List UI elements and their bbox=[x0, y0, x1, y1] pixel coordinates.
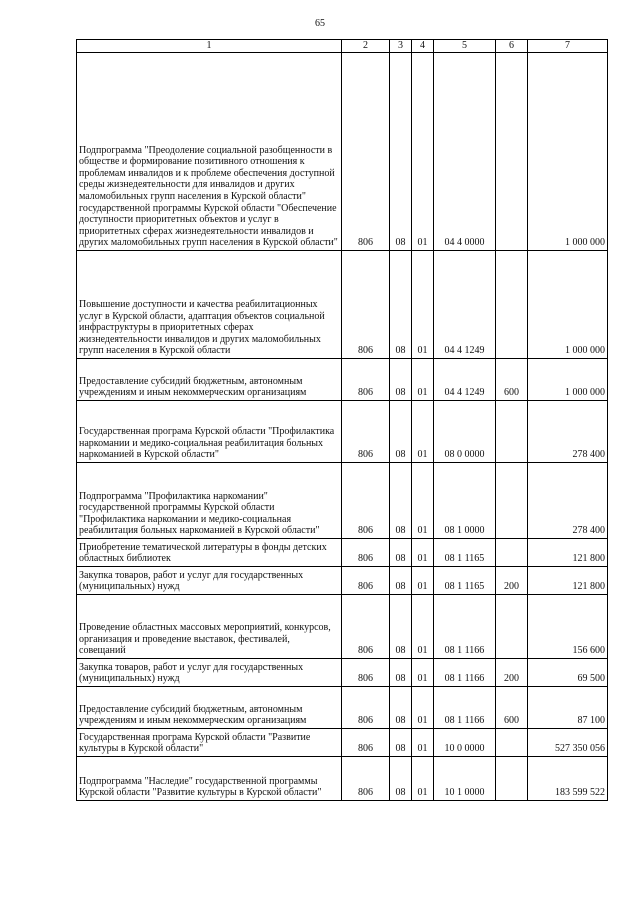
row-amount: 1 000 000 bbox=[528, 359, 608, 401]
row-code-3: 08 bbox=[390, 729, 412, 757]
row-code-5: 08 1 0000 bbox=[434, 463, 496, 539]
table-row bbox=[77, 595, 608, 659]
row-code-4: 01 bbox=[412, 401, 434, 463]
row-code-6 bbox=[496, 539, 528, 567]
row-code-2: 806 bbox=[342, 539, 390, 567]
row-code-2: 806 bbox=[342, 659, 390, 687]
column-header: 7 bbox=[528, 40, 608, 53]
row-name: Государственная програма Курской области "Профилактика наркомании и медико-социальная реабилитация больных наркоманией в Курской области" bbox=[77, 401, 342, 463]
row-code-2: 806 bbox=[342, 595, 390, 659]
row-code-2: 806 bbox=[342, 729, 390, 757]
row-name: Закупка товаров, работ и услуг для государственных (муниципальных) нужд bbox=[77, 659, 342, 687]
row-code-4: 01 bbox=[412, 729, 434, 757]
row-code-2: 806 bbox=[342, 567, 390, 595]
table-row bbox=[77, 729, 608, 757]
row-name: Подпрограмма "Преодоление социальной разобщенности в обществе и формирование позитивного отношения к проблемам инвалидов и к проблеме обеспечения доступной среды жизнедеятельности для инвалидов и других маломобильных групп населения в Курской области" государственной программы Курской области "Обеспечение доступности приоритетных объектов и услуг в приоритетных сферах жизнедеятельности инвалидов и других маломобильных групп населения в Курской области" bbox=[77, 53, 342, 251]
table-row bbox=[77, 463, 608, 539]
row-name: Приобретение тематической литературы в фонды детских областных библиотек bbox=[77, 539, 342, 567]
row-code-4: 01 bbox=[412, 687, 434, 729]
row-amount: 121 800 bbox=[528, 567, 608, 595]
row-code-3: 08 bbox=[390, 567, 412, 595]
page-number: 65 bbox=[315, 18, 325, 29]
row-code-5: 08 1 1165 bbox=[434, 567, 496, 595]
column-header: 2 bbox=[342, 40, 390, 53]
table-row bbox=[77, 539, 608, 567]
row-code-3: 08 bbox=[390, 687, 412, 729]
column-header: 1 bbox=[77, 40, 342, 53]
row-code-3: 08 bbox=[390, 539, 412, 567]
table-row bbox=[77, 567, 608, 595]
budget-table bbox=[76, 39, 608, 801]
row-name: Государственная програма Курской области "Развитие культуры в Курской области" bbox=[77, 729, 342, 757]
row-code-5: 04 4 1249 bbox=[434, 359, 496, 401]
row-amount: 69 500 bbox=[528, 659, 608, 687]
row-name: Закупка товаров, работ и услуг для государственных (муниципальных) нужд bbox=[77, 567, 342, 595]
row-code-5: 10 0 0000 bbox=[434, 729, 496, 757]
row-code-5: 08 1 1166 bbox=[434, 595, 496, 659]
column-header: 5 bbox=[434, 40, 496, 53]
row-code-5: 10 1 0000 bbox=[434, 757, 496, 801]
row-name: Проведение областных массовых мероприятий, конкурсов, организация и проведение выставок, фестивалей, совещаний bbox=[77, 595, 342, 659]
row-amount: 1 000 000 bbox=[528, 251, 608, 359]
row-code-4: 01 bbox=[412, 251, 434, 359]
row-code-4: 01 bbox=[412, 539, 434, 567]
row-code-6 bbox=[496, 595, 528, 659]
row-code-3: 08 bbox=[390, 401, 412, 463]
row-code-3: 08 bbox=[390, 53, 412, 251]
row-code-3: 08 bbox=[390, 757, 412, 801]
row-code-6: 600 bbox=[496, 359, 528, 401]
row-code-4: 01 bbox=[412, 359, 434, 401]
table-row bbox=[77, 401, 608, 463]
row-code-5: 08 1 1166 bbox=[434, 659, 496, 687]
row-code-3: 08 bbox=[390, 251, 412, 359]
row-code-4: 01 bbox=[412, 757, 434, 801]
table-row bbox=[77, 757, 608, 801]
row-amount: 121 800 bbox=[528, 539, 608, 567]
table-row bbox=[77, 659, 608, 687]
row-amount: 183 599 522 bbox=[528, 757, 608, 801]
row-code-5: 08 0 0000 bbox=[434, 401, 496, 463]
row-code-2: 806 bbox=[342, 463, 390, 539]
row-code-5: 08 1 1166 bbox=[434, 687, 496, 729]
row-code-2: 806 bbox=[342, 53, 390, 251]
row-code-6 bbox=[496, 729, 528, 757]
row-code-2: 806 bbox=[342, 401, 390, 463]
row-code-2: 806 bbox=[342, 687, 390, 729]
row-name: Подпрограмма "Наследие" государственной программы Курской области "Развитие культуры в Курской области" bbox=[77, 757, 342, 801]
row-code-5: 08 1 1165 bbox=[434, 539, 496, 567]
row-code-4: 01 bbox=[412, 53, 434, 251]
row-code-3: 08 bbox=[390, 595, 412, 659]
row-code-6 bbox=[496, 53, 528, 251]
row-code-2: 806 bbox=[342, 251, 390, 359]
row-code-3: 08 bbox=[390, 463, 412, 539]
row-code-4: 01 bbox=[412, 659, 434, 687]
row-amount: 1 000 000 bbox=[528, 53, 608, 251]
row-code-6: 200 bbox=[496, 567, 528, 595]
row-code-6 bbox=[496, 251, 528, 359]
row-code-3: 08 bbox=[390, 359, 412, 401]
table-row bbox=[77, 53, 608, 251]
table-header-row bbox=[77, 40, 608, 53]
row-code-2: 806 bbox=[342, 757, 390, 801]
row-amount: 527 350 056 bbox=[528, 729, 608, 757]
row-name: Предоставление субсидий бюджетным, автономным учреждениям и иным некоммерческим организациям bbox=[77, 359, 342, 401]
row-name: Повышение доступности и качества реабилитационных услуг в Курской области, адаптация объектов социальной инфраструктуры в приоритетных сферах жизнедеятельности инвалидов и других маломобильных групп населения в Курской области bbox=[77, 251, 342, 359]
row-code-4: 01 bbox=[412, 463, 434, 539]
table-row bbox=[77, 359, 608, 401]
column-header: 3 bbox=[390, 40, 412, 53]
row-code-6 bbox=[496, 463, 528, 539]
row-amount: 156 600 bbox=[528, 595, 608, 659]
column-header: 4 bbox=[412, 40, 434, 53]
row-code-4: 01 bbox=[412, 567, 434, 595]
row-code-6: 200 bbox=[496, 659, 528, 687]
row-name: Подпрограмма "Профилактика наркомании" государственной программы Курской области "Профилактика наркомании и медико-социальная реабилитация больных наркоманией в Курской области" bbox=[77, 463, 342, 539]
table-row bbox=[77, 251, 608, 359]
column-header: 6 bbox=[496, 40, 528, 53]
row-code-6 bbox=[496, 401, 528, 463]
row-amount: 278 400 bbox=[528, 463, 608, 539]
row-amount: 87 100 bbox=[528, 687, 608, 729]
row-name: Предоставление субсидий бюджетным, автономным учреждениям и иным некоммерческим организациям bbox=[77, 687, 342, 729]
row-code-6 bbox=[496, 757, 528, 801]
row-code-3: 08 bbox=[390, 659, 412, 687]
row-code-4: 01 bbox=[412, 595, 434, 659]
row-code-2: 806 bbox=[342, 359, 390, 401]
row-code-5: 04 4 1249 bbox=[434, 251, 496, 359]
row-code-5: 04 4 0000 bbox=[434, 53, 496, 251]
row-code-6: 600 bbox=[496, 687, 528, 729]
table-row bbox=[77, 687, 608, 729]
row-amount: 278 400 bbox=[528, 401, 608, 463]
